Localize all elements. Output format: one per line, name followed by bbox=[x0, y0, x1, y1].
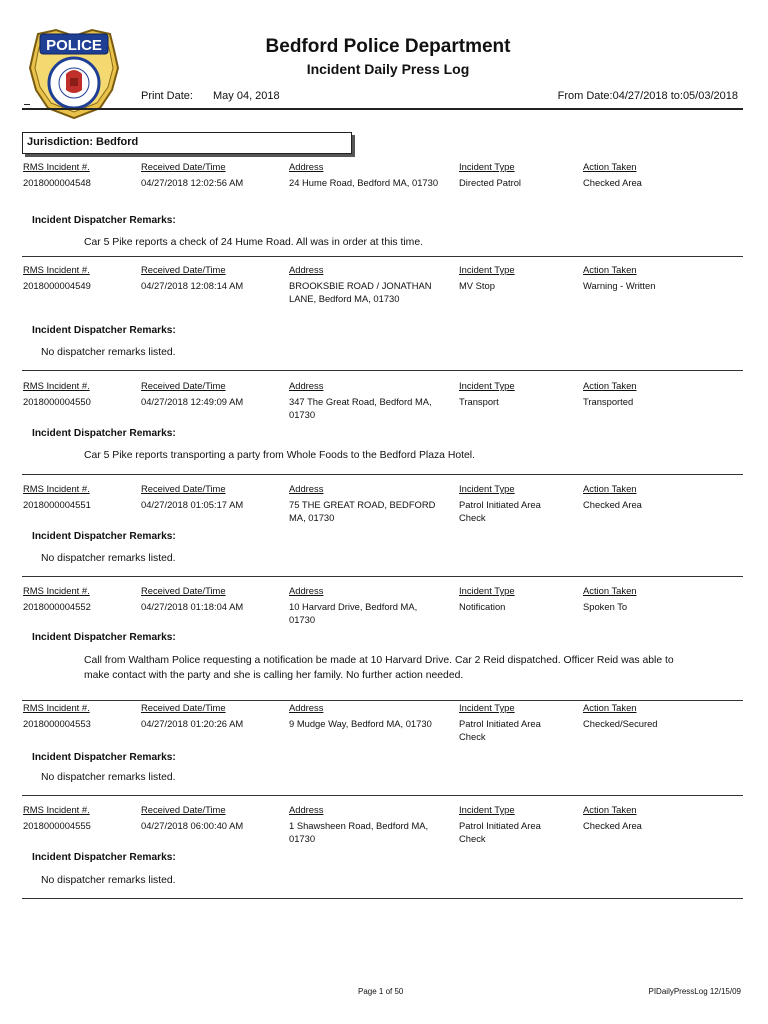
incident-action: Checked/Secured bbox=[583, 718, 658, 729]
column-header-received: Received Date/Time bbox=[141, 804, 226, 815]
incident-address: 1 Shawsheen Road, Bedford MA, 01730 bbox=[289, 820, 429, 844]
column-header-address: Address bbox=[289, 161, 324, 172]
incident-address: 75 THE GREAT ROAD, BEDFORD MA, 01730 bbox=[289, 499, 436, 523]
column-header-address: Address bbox=[289, 483, 324, 494]
header-divider bbox=[22, 108, 743, 110]
record-divider bbox=[22, 795, 743, 796]
column-header-action: Action Taken bbox=[583, 264, 637, 275]
column-header-type: Incident Type bbox=[459, 380, 515, 391]
incident-type: Transport bbox=[459, 396, 499, 407]
page-title: Bedford Police Department bbox=[265, 36, 511, 57]
incident-received: 04/27/2018 06:00:40 AM bbox=[141, 820, 244, 831]
jurisdiction-box: Jurisdiction: Bedford bbox=[22, 132, 352, 154]
incident-number: 2018000004553 bbox=[23, 718, 91, 729]
dispatcher-remarks: No dispatcher remarks listed. bbox=[41, 347, 176, 358]
dispatcher-remarks: Car 5 Pike reports a check of 24 Hume Road. All was in order at this time. bbox=[84, 237, 423, 248]
incident-address: BROOKSBIE ROAD / JONATHAN LANE, Bedford MA, 01730 bbox=[289, 280, 432, 304]
page-number: Page 1 of 50 bbox=[358, 987, 404, 996]
dispatcher-remarks: Call from Waltham Police requesting a notification be made at 10 Harvard Drive. Car 2 Reid dispatched. Officer Reid was able to make contact with the party and she is calling her family. No further action needed. bbox=[84, 655, 674, 681]
print-date-value: May 04, 2018 bbox=[213, 90, 280, 102]
column-header-number: RMS Incident #. bbox=[23, 483, 90, 494]
column-header-address: Address bbox=[289, 702, 324, 713]
column-header-action: Action Taken bbox=[583, 585, 637, 596]
column-header-type: Incident Type bbox=[459, 702, 515, 713]
remarks-label: Incident Dispatcher Remarks: bbox=[32, 852, 176, 863]
column-header-action: Action Taken bbox=[583, 161, 637, 172]
column-header-type: Incident Type bbox=[459, 804, 515, 815]
column-header-number: RMS Incident #. bbox=[23, 804, 90, 815]
record-divider bbox=[22, 474, 743, 475]
incident-action: Warning - Written bbox=[583, 280, 656, 291]
column-header-received: Received Date/Time bbox=[141, 380, 226, 391]
remarks-label: Incident Dispatcher Remarks: bbox=[32, 752, 176, 763]
column-header-type: Incident Type bbox=[459, 264, 515, 275]
column-header-type: Incident Type bbox=[459, 483, 515, 494]
incident-received: 04/27/2018 01:05:17 AM bbox=[141, 499, 244, 510]
column-header-received: Received Date/Time bbox=[141, 264, 226, 275]
column-header-received: Received Date/Time bbox=[141, 161, 226, 172]
column-header-number: RMS Incident #. bbox=[23, 702, 90, 713]
column-header-received: Received Date/Time bbox=[141, 483, 226, 494]
remarks-label: Incident Dispatcher Remarks: bbox=[32, 428, 176, 439]
incident-address: 10 Harvard Drive, Bedford MA, 01730 bbox=[289, 601, 418, 625]
incident-address: 9 Mudge Way, Bedford MA, 01730 bbox=[289, 718, 432, 729]
column-header-address: Address bbox=[289, 804, 324, 815]
remarks-label: Incident Dispatcher Remarks: bbox=[32, 325, 176, 336]
page-subtitle: Incident Daily Press Log bbox=[306, 61, 470, 77]
column-header-address: Address bbox=[289, 264, 324, 275]
incident-type: Patrol Initiated Area Check bbox=[459, 820, 541, 844]
remarks-label: Incident Dispatcher Remarks: bbox=[32, 531, 176, 542]
column-header-number: RMS Incident #. bbox=[23, 585, 90, 596]
print-date-label: Print Date: bbox=[141, 90, 193, 102]
column-header-number: RMS Incident #. bbox=[23, 161, 90, 172]
column-header-address: Address bbox=[289, 380, 324, 391]
incident-number: 2018000004550 bbox=[23, 396, 91, 407]
column-header-number: RMS Incident #. bbox=[23, 380, 90, 391]
margin-mark bbox=[24, 104, 30, 105]
incident-type: MV Stop bbox=[459, 280, 495, 291]
column-header-type: Incident Type bbox=[459, 585, 515, 596]
incident-received: 04/27/2018 01:20:26 AM bbox=[141, 718, 244, 729]
incident-received: 04/27/2018 12:08:14 AM bbox=[141, 280, 244, 291]
column-header-address: Address bbox=[289, 585, 324, 596]
incident-action: Checked Area bbox=[583, 177, 642, 188]
column-header-received: Received Date/Time bbox=[141, 702, 226, 713]
svg-text:POLICE: POLICE bbox=[46, 37, 102, 54]
report-id: PIDailyPressLog 12/15/09 bbox=[648, 987, 741, 996]
incident-type: Patrol Initiated Area Check bbox=[459, 718, 541, 742]
incident-number: 2018000004555 bbox=[23, 820, 91, 831]
column-header-action: Action Taken bbox=[583, 804, 637, 815]
incident-address: 347 The Great Road, Bedford MA, 01730 bbox=[289, 396, 432, 420]
incident-number: 2018000004548 bbox=[23, 177, 91, 188]
dispatcher-remarks: No dispatcher remarks listed. bbox=[41, 875, 176, 886]
date-range: From Date:04/27/2018 to:05/03/2018 bbox=[557, 90, 738, 102]
dispatcher-remarks: No dispatcher remarks listed. bbox=[41, 772, 176, 783]
incident-number: 2018000004551 bbox=[23, 499, 91, 510]
record-divider bbox=[22, 898, 743, 899]
record-divider bbox=[22, 370, 743, 371]
incident-received: 04/27/2018 12:02:56 AM bbox=[141, 177, 244, 188]
incident-action: Spoken To bbox=[583, 601, 628, 612]
incident-number: 2018000004549 bbox=[23, 280, 91, 291]
incident-action: Transported bbox=[583, 396, 634, 407]
column-header-action: Action Taken bbox=[583, 702, 637, 713]
record-divider bbox=[22, 576, 743, 577]
incident-received: 04/27/2018 12:49:09 AM bbox=[141, 396, 244, 407]
dispatcher-remarks: No dispatcher remarks listed. bbox=[41, 553, 176, 564]
incident-type: Directed Patrol bbox=[459, 177, 522, 188]
column-header-action: Action Taken bbox=[583, 483, 637, 494]
column-header-received: Received Date/Time bbox=[141, 585, 226, 596]
record-divider bbox=[22, 256, 743, 257]
column-header-type: Incident Type bbox=[459, 161, 515, 172]
incident-type: Notification bbox=[459, 601, 506, 612]
column-header-number: RMS Incident #. bbox=[23, 264, 90, 275]
incident-action: Checked Area bbox=[583, 820, 642, 831]
incident-number: 2018000004552 bbox=[23, 601, 91, 612]
dispatcher-remarks: Car 5 Pike reports transporting a party from Whole Foods to the Bedford Plaza Hotel. bbox=[84, 450, 475, 461]
remarks-label: Incident Dispatcher Remarks: bbox=[32, 215, 176, 226]
incident-received: 04/27/2018 01:18:04 AM bbox=[141, 601, 244, 612]
column-header-action: Action Taken bbox=[583, 380, 637, 391]
incident-type: Patrol Initiated Area Check bbox=[459, 499, 541, 523]
incident-address: 24 Hume Road, Bedford MA, 01730 bbox=[289, 177, 439, 188]
remarks-label: Incident Dispatcher Remarks: bbox=[32, 632, 176, 643]
incident-action: Checked Area bbox=[583, 499, 642, 510]
